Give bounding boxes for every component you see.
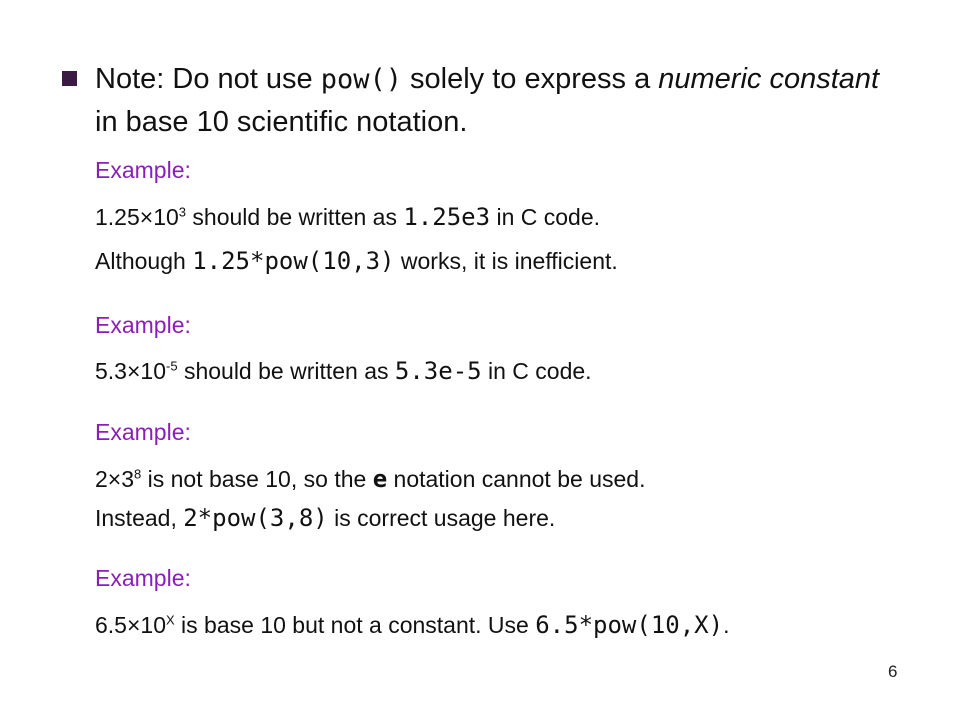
example-3-line-1 bbox=[95, 464, 645, 494]
ex1-end: in C code. bbox=[490, 204, 601, 230]
example-heading-4: Example: bbox=[95, 565, 191, 591]
example-heading-3: Example: bbox=[95, 419, 191, 445]
ex3-l2-end: is correct usage here. bbox=[327, 505, 556, 531]
ex4-text: is base 10 but not a constant. Use bbox=[174, 612, 536, 638]
ex4-base: 6.5×10 bbox=[95, 612, 166, 638]
ex1-exponent: 3 bbox=[178, 204, 187, 220]
example-4-line-1 bbox=[95, 610, 729, 640]
example-1-line-2 bbox=[95, 246, 618, 276]
ex3-exponent: 8 bbox=[134, 466, 142, 482]
ex2-text: should be written as bbox=[177, 358, 395, 384]
note-tail: in base 10 scientific notation. bbox=[95, 106, 468, 138]
ex1-text: should be written as bbox=[186, 204, 404, 230]
note-lead: Note: Do not use bbox=[95, 63, 321, 95]
example-1-line-1 bbox=[95, 202, 600, 232]
ex3-l2-text: Instead, bbox=[95, 505, 184, 531]
page-number: 6 bbox=[888, 662, 898, 681]
ex1-l2-text: Although bbox=[95, 248, 193, 274]
ex3-l2-code: 2*pow(3,8) bbox=[183, 504, 328, 532]
example-2-line-1 bbox=[95, 356, 592, 386]
ex3-end: notation cannot be used. bbox=[387, 466, 646, 492]
ex1-code: 1.25e3 bbox=[403, 203, 491, 231]
ex2-end: in C code. bbox=[481, 358, 592, 384]
ex4-code: 6.5*pow(10,X) bbox=[535, 611, 724, 639]
example-3-line-2 bbox=[95, 503, 555, 533]
note-mid: solely to express a bbox=[401, 63, 659, 95]
ex2-exponent: -5 bbox=[166, 358, 178, 374]
ex3-base: 2×3 bbox=[95, 466, 135, 492]
example-heading-1: Example: bbox=[95, 157, 191, 183]
ex4-exponent: X bbox=[166, 612, 175, 628]
ex2-base: 5.3×10 bbox=[95, 358, 166, 384]
ex3-text: is not base 10, so the bbox=[141, 466, 373, 492]
ex4-end: . bbox=[723, 612, 730, 638]
ex2-code: 5.3e-5 bbox=[394, 357, 482, 385]
ex1-l2-code: 1.25*pow(10,3) bbox=[192, 247, 395, 275]
example-heading-2: Example: bbox=[95, 312, 191, 338]
ex3-code: e bbox=[372, 465, 388, 493]
ex1-base: 1.25×10 bbox=[95, 204, 179, 230]
note-paragraph bbox=[95, 58, 895, 143]
note-code: pow() bbox=[320, 64, 402, 95]
bullet-square-icon bbox=[62, 71, 77, 86]
ex1-l2-end: works, it is inefficient. bbox=[394, 248, 618, 274]
note-emphasis: numeric constant bbox=[658, 63, 880, 95]
